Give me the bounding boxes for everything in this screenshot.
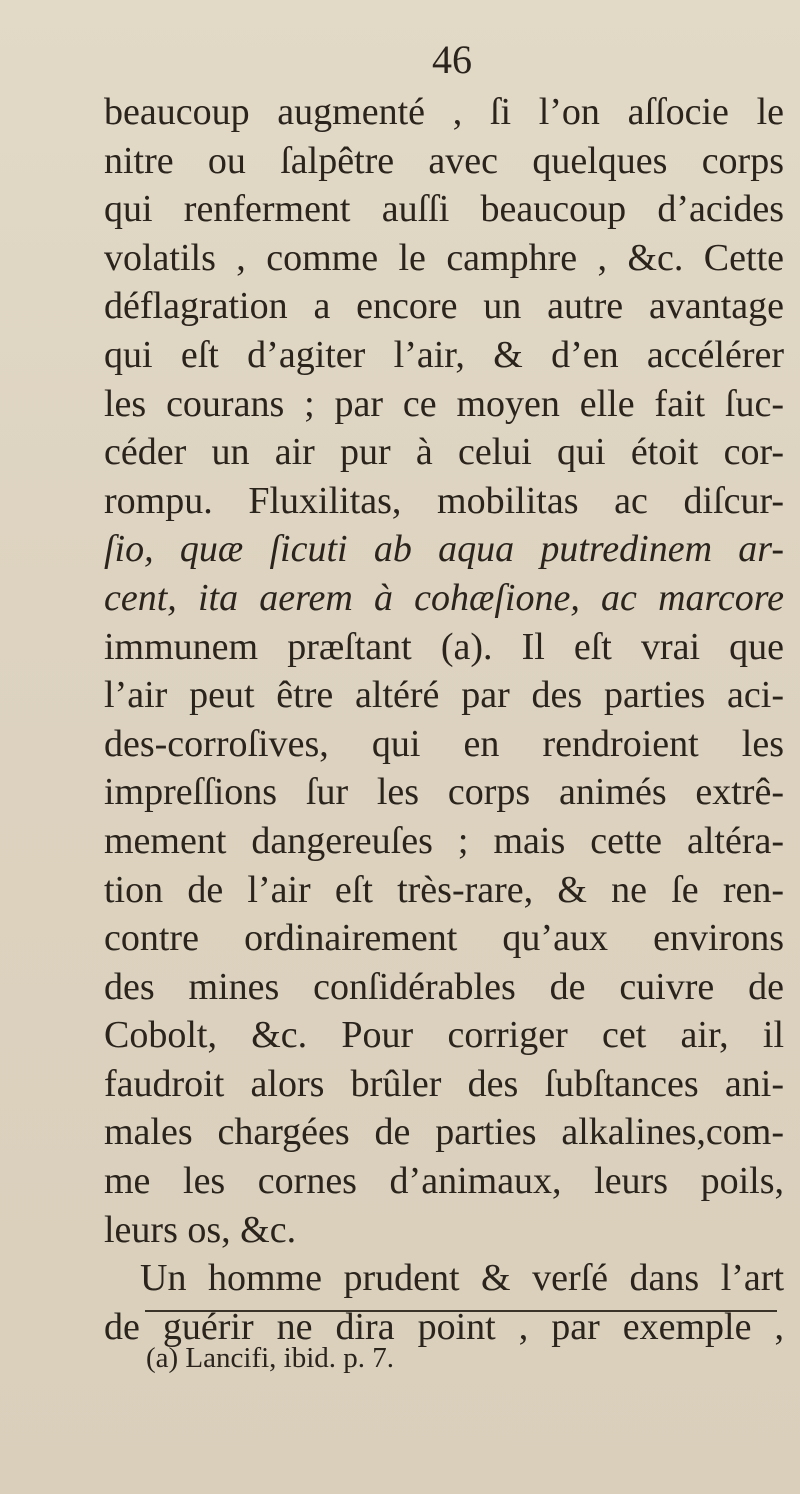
text-line: mement dangereuſes ; mais cette altéra- [104,819,784,862]
text-line: contre ordinairement qu’aux environs [104,917,784,960]
text-line: impreſſions ſur les corps animés extrê- [104,771,784,814]
text-line: déflagration a encore un autre avantage [104,285,784,328]
text-line: des-corroſives, qui en rendroient les [104,722,784,765]
page-number: 46 [432,37,472,82]
text-line: tion de l’air eſt très-rare, & ne ſe ren- [104,868,784,911]
text-line: rompu. Fluxilitas, mobilitas ac diſcur- [104,479,784,522]
text-line: immunem præſtant (a). Il eſt vrai que [104,625,784,668]
text-line: beaucoup augmenté , ſi l’on aſſocie le [104,91,784,133]
text-line: des mines conſidérables de cuivre de [104,965,784,1008]
text-line: l’air peut être altéré par des parties aci- [104,674,784,717]
text-line: céder un air pur à celui qui étoit cor- [104,431,784,474]
footnote: (a) Lancifi, ibid. p. 7. [146,1342,395,1374]
paragraph-start-line: Un homme prudent & verſé dans l’art [140,1257,784,1300]
text-line: de guérir ne dira point , par exemple , [104,1305,784,1348]
text-line: Cobolt, &c. Pour corriger cet air, il [104,1014,784,1057]
footnote-divider [145,1310,777,1312]
text-line: volatils , comme le camphre , &c. Cette [104,236,784,279]
text-line: qui renferment auſſi beaucoup d’acides [104,188,784,231]
text-line: faudroit alors brûler des ſubſtances ani- [104,1062,784,1105]
paragraph-end-line: leurs os, &c. [104,1208,297,1251]
text-line: les courans ; par ce moyen elle fait ſuc- [104,382,784,425]
body-text [104,88,784,1351]
text-line: males chargées de parties alkalines,com- [104,1111,784,1154]
latin-quote-line: ſio, quæ ſicuti ab aqua putredinem ar- [104,528,784,571]
text-line: qui eſt d’agiter l’air, & d’en accélérer [104,333,784,376]
text-line: me les cornes d’animaux, leurs poils, [104,1160,784,1203]
latin-quote-line: cent, ita aerem à cohæſione, ac marcore [104,576,784,619]
text-line: nitre ou ſalpêtre avec quelques corps [104,139,784,182]
